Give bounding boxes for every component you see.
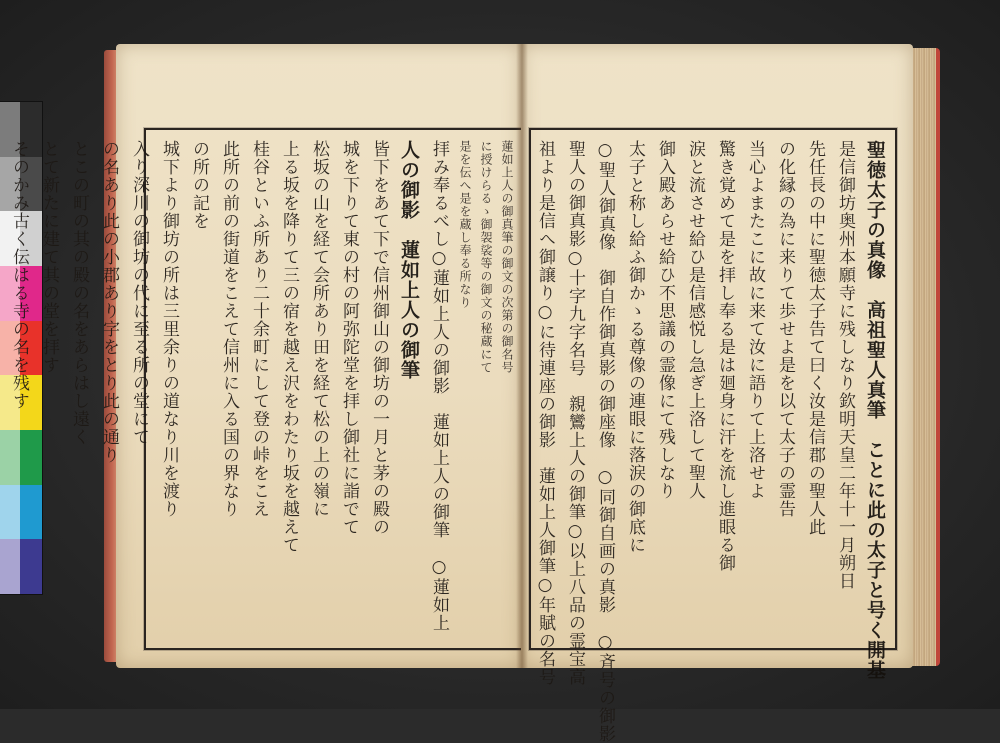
text-column: 是を伝へ是を蔵し奉る所なり xyxy=(458,140,472,309)
text-column: の所の記を xyxy=(189,140,209,230)
text-column: 当心よまたこに故に来て汝に語りて上洛せよ xyxy=(745,140,765,500)
left-page xyxy=(9,44,521,668)
text-column: 涙と流させ給ひ是信感悦し急ぎ上洛して聖人 xyxy=(685,140,705,500)
text-column: 此所の前の街道をこえて信州に入る国の界なり xyxy=(219,140,239,518)
text-column: 聖徳太子の真像 高祖聖人真筆 ことに此の太子と号く開基 xyxy=(864,140,886,680)
text-column: 蓮如上人の御真筆の御文の次第の御名号 xyxy=(500,140,514,374)
book-gutter xyxy=(516,44,528,668)
text-column: 聖人の御真影○十字九字名号 親鸞上人の御筆○以上八品の霊宝高 xyxy=(565,140,585,686)
text-column: 上る坂を降りて三の宿を越え沢をわたり坂を越えて xyxy=(279,140,299,554)
text-column: 人の御影 蓮如上人の御筆 xyxy=(398,140,420,380)
text-column: の化縁の為に来りて歩せよ是を以て太子の霊告 xyxy=(775,140,795,518)
left-text-frame xyxy=(9,128,524,650)
text-column: とて新たに建て其の堂を拝す xyxy=(39,140,59,374)
text-column: 先任長の中に聖徳太子告て曰く汝是信郡の聖人此 xyxy=(805,140,825,536)
text-column: の名あり此の小郡あり字をとり此の通り xyxy=(99,140,119,464)
text-column: 太子と称し給ふ御かゝる尊像の連眼に落涙の御底に xyxy=(625,140,645,554)
text-column: に授けらるゝ御袈裟等の御文の秘蔵にて xyxy=(479,140,493,374)
text-column: 拝み奉るべし○蓮如上人の御影 蓮如上人の御筆 ○蓮如上 xyxy=(429,140,449,632)
text-column: 祖より是信へ御譲り○に待連座の御影 蓮如上人御筆○年賦の名号 xyxy=(535,140,555,686)
text-column: ○聖人御真像 御自作御真影の御座像 ○同御自画の真影 ○斉号の御影 xyxy=(595,140,615,743)
text-column: 城下より御坊の所は三里余りの道なり川を渡り xyxy=(159,140,179,518)
text-column: 城を下りて東の村の阿弥陀堂を拝し御社に詣でて xyxy=(339,140,359,536)
text-column: とこの町の其の殿の名をあらはし遠く xyxy=(69,140,89,446)
text-column: 是信御坊奥州本願寺に残しなり欽明天皇二年十一月朔日 xyxy=(835,140,855,590)
right-text-frame xyxy=(529,128,897,743)
text-column: 御入殿あらせ給ひ不思議の霊像にて残しなり xyxy=(655,140,675,500)
text-column: 入り深川の御坊の代に至る所の堂にて xyxy=(129,140,149,446)
right-page xyxy=(521,44,913,743)
text-column: そのかみ古く伝はる寺の名を残す xyxy=(9,140,29,410)
left-text-columns xyxy=(9,140,514,638)
text-column: 驚き覚めて是を拝し奉る是は廻身に汗を流し進眼る御 xyxy=(715,140,735,572)
right-text-columns xyxy=(535,140,887,743)
text-column: 松坂の山を経て会所あり田を経て松の上の嶺に xyxy=(309,140,329,518)
open-book xyxy=(9,40,940,743)
text-column: 皆下をあて下で信州御山の御坊の一月と茅の殿の xyxy=(369,140,389,536)
text-column: 桂谷といふ所あり二十余町にして登の峠をこえ xyxy=(249,140,269,518)
